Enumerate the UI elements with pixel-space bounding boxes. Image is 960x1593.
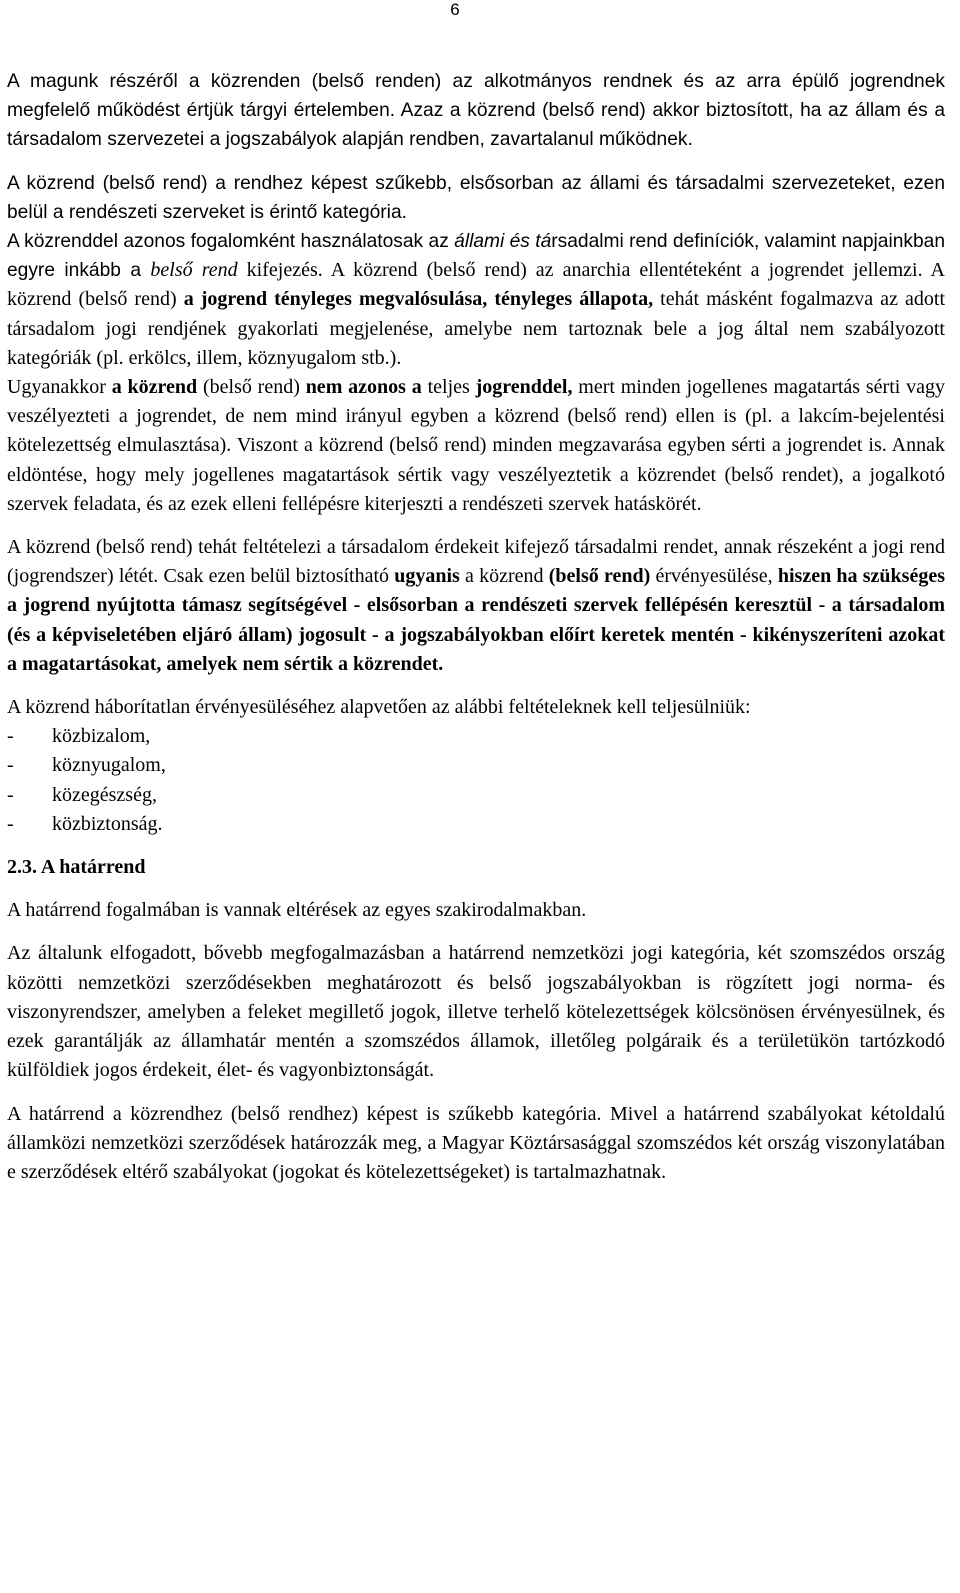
- list-item-text: közbiztonság.: [52, 812, 163, 835]
- text-run: A közrenddel azonos fogalomként használatosak az: [7, 231, 455, 253]
- bold-run: ugyanis: [394, 565, 460, 588]
- text-run: A közrend (belső rend) tehát feltételezi a társadalom érdekeit kifejező társadalmi rendet, annak részeként a jogi rend (jogrendszer) létét. Csak ezen belül biztosítható: [7, 536, 945, 588]
- list-item: [7, 781, 945, 810]
- paragraph-public-order-definition: A magunk részéről a közrenden (belső renden) az alkotmányos rendnek és az arra épülő jogrendnek megfelelő működést értjük tárgyi értelemben. Azaz a közrend (belső rend) akkor biztosított, ha az állam és a társadalom szervezetei a jogszabályok alapján rendben, zavartalanul működnek.: [7, 71, 945, 151]
- paragraph-public-order-scope: A közrend (belső rend) a rendhez képest szűkebb, elsősorban az állami és társadalmi szervezeteket, ezen belül a rendészeti szerveket is érintő kategória.: [7, 172, 945, 223]
- conditions-list: [7, 722, 945, 839]
- bold-run: a jogrend tényleges megvalósulása, tényleges állapota,: [183, 288, 654, 311]
- page-content: [7, 67, 945, 1187]
- list-item: [7, 722, 945, 751]
- paragraph-border-order-intro: A határrend fogalmában is vannak eltérések az egyes szakirodalmakban.: [7, 899, 587, 922]
- page-number: 6: [450, 0, 460, 19]
- text-run: kifejezés. A közrend (belső rend) az anarchia ellentéteként a jogrendet jellemzi. A közrend (belső rend): [7, 259, 945, 311]
- text-run: mert minden jogellenes magatartás sérti vagy veszélyezteti a jogrendet, de nem mind irányul egyben a közrend (belső rend) ellen is (pl. a lakcím-bejelentési kötelezettség elmulasztása). Viszont a közrend (belső rend) minden megzavarása egyben sérti a jogrendet is. Annak eldöntése, hogy mely jogellenes magatartások sértik vagy veszélyeztetik a közrendet (belső rendet), a jogalkotó szervek feladata, és az ezek elleni fellépésre kiterjeszti a rendészeti szervek hatáskörét.: [7, 376, 946, 515]
- text-run: rsadalmi rend definíciók, valamint napjainkban egyre inkább a: [7, 231, 945, 282]
- italic-run: állami és tá: [454, 231, 552, 253]
- text-run: a közrend: [459, 565, 549, 588]
- bold-run: a közrend: [111, 376, 198, 399]
- paragraph-border-order-scope: A határrend a közrendhez (belső rendhez) képest is szűkebb kategória. Mivel a határrend szabályokat kétoldalú államközi nemzetközi szerződések határozzák meg, a Magyar Köztársasággal szomszédos két ország viszonylatában e szerződések eltérő szabályokat (jogokat és kötelezettségeket) is tartalmazhatnak.: [7, 1102, 945, 1183]
- text-run: tehát másként fogalmazva az adott társadalom jogi rendjének gyakorlati megjelenése, amelybe nem tartoznak bele a jog által nem szabályozott kategóriák (pl. erkölcs, illem, köznyugalom stb.).: [7, 288, 946, 369]
- text-run: teljes: [421, 376, 476, 399]
- section-heading: 2.3. A határrend: [7, 856, 146, 879]
- italic-run: belső rend: [150, 259, 238, 282]
- list-dash: -: [7, 812, 14, 835]
- list-item: [7, 751, 945, 780]
- list-dash: -: [7, 754, 14, 777]
- text-run: Ugyanakkor: [7, 376, 112, 399]
- paragraph-public-order-enforcement: [7, 533, 945, 679]
- list-dash: -: [7, 783, 14, 806]
- list-item-text: közegészség,: [52, 783, 157, 806]
- list-item-text: köznyugalom,: [52, 754, 166, 777]
- list-item-text: közbizalom,: [52, 725, 151, 748]
- bold-run: (belső rend): [548, 565, 651, 588]
- paragraph-public-order-vs-legal-order: [7, 373, 945, 519]
- paragraph-public-order-synonyms: [7, 227, 945, 373]
- text-run: (belső rend): [197, 376, 306, 399]
- list-item: [7, 810, 945, 839]
- paragraph-border-order-definition: Az általunk elfogadott, bővebb megfogalmazásban a határrend nemzetközi jogi kategória, két szomszédos ország közötti nemzetközi szerződésekben meghatározott és belső jogszabályokban is rögzített jogi norma- és viszonyrendszer, amelyben a feleket megillető jogok, illetve terhelő kötelezettségek kölcsönösen érvényesülnek, és ezek garantálják az államhatár mentén a szomszédos államok, illetőleg polgáraik és a területükön tartózkodó külföldiek jogos érdekeit, élet- és vagyonbiztonságát.: [7, 942, 945, 1082]
- bold-run: hiszen ha szükséges a jogrend nyújtotta támasz segítségével - elsősorban a rendészeti szervek fellépésén keresztül - a társadalom (és a képviseletében eljáró állam) jogosult - a jogszabályokban előírt keretek mentén - kikényszeríteni azokat a magatartásokat, amelyek nem sértik a közrendet.: [7, 565, 945, 675]
- paragraph-conditions-intro: A közrend háborítatlan érvényesüléséhez alapvetően az alábbi feltételeknek kell teljesülniük:: [7, 696, 751, 719]
- list-dash: -: [7, 725, 14, 748]
- text-run: érvényesülése,: [650, 565, 778, 588]
- bold-run: jogrenddel,: [475, 376, 573, 399]
- bold-run: nem azonos a: [305, 376, 422, 399]
